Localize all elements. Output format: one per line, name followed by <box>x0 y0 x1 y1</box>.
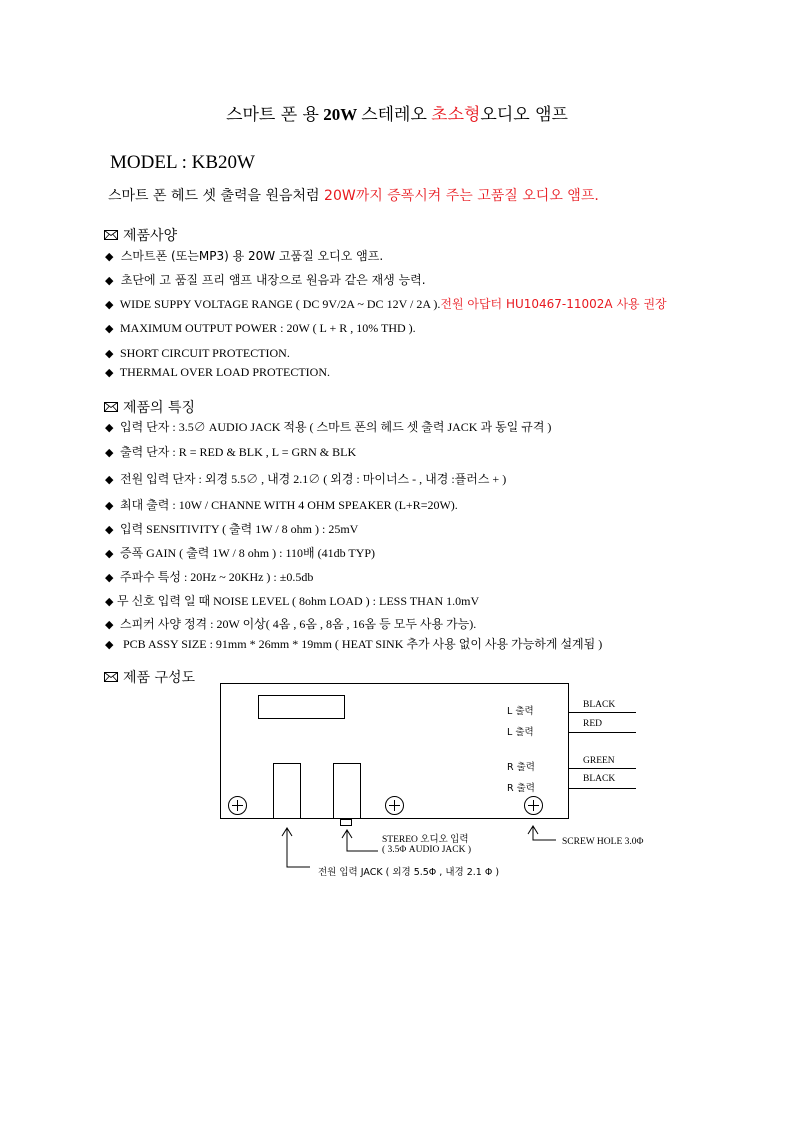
screw-hole-leader <box>533 826 556 840</box>
title-suffix: 오디오 앰프 <box>480 105 568 125</box>
feature-item: ◆ 전원 입력 단자 : 외경 5.5∅ , 내경 2.1∅ ( 외경 : 마이너스 - , 내경 :플러스 + ) <box>105 472 507 486</box>
spec-item: ◆ SHORT CIRCUIT PROTECTION. <box>105 346 290 360</box>
spec-heading-label: 제품사양 <box>123 228 178 244</box>
feature-heading-label: 제품의 특징 <box>123 400 196 416</box>
diamond-bullet-icon: ◆ <box>105 548 114 560</box>
wire-color-label: RED <box>583 719 602 729</box>
spec-item: ◆ MAXIMUM OUTPUT POWER : 20W ( L + R , 10% THD ). <box>105 321 416 335</box>
description-highlight: 20W까지 증폭시켜 주는 고품질 오디오 앰프. <box>324 188 599 204</box>
diamond-bullet-icon: ◆ <box>105 367 114 379</box>
wire-color-label: BLACK <box>583 700 616 710</box>
diamond-bullet-icon: ◆ <box>105 447 114 459</box>
feature-item: ◆ 증폭 GAIN ( 출력 1W / 8 ohm ) : 110배 (41db TYP) <box>105 546 376 560</box>
diagram-heading-label: 제품 구성도 <box>123 670 196 686</box>
feature-item: ◆ 입력 SENSITIVITY ( 출력 1W / 8 ohm ) : 25mV <box>105 522 359 536</box>
wire-color-label: GREEN <box>583 756 615 766</box>
diamond-bullet-icon: ◆ <box>105 348 114 360</box>
diamond-bullet-icon: ◆ <box>105 572 114 584</box>
stereo-input-sublabel: ( 3.5Φ AUDIO JACK ) <box>382 845 472 855</box>
feature-item: ◆ 입력 단자 : 3.5∅ AUDIO JACK 적용 ( 스마트 폰의 헤드 셋 출력 JACK 과 동일 규격 ) <box>105 420 552 434</box>
title-mid: 스테레오 <box>361 105 427 125</box>
description-prefix: 스마트 폰 헤드 셋 출력을 원음처럼 <box>108 188 320 204</box>
diamond-bullet-icon: ◆ <box>105 274 114 287</box>
output-label: R 출력 <box>507 783 535 794</box>
spec-item: ◆ 스마트폰 (또는MP3) 용 20W 고품질 오디오 앰프. <box>105 249 384 263</box>
diamond-bullet-icon: ◆ <box>105 474 114 486</box>
feature-item: ◆ 출력 단자 : R = RED & BLK , L = GRN & BLK <box>105 445 357 459</box>
audio-jack-leader <box>347 830 378 851</box>
diamond-bullet-icon: ◆ <box>105 596 114 608</box>
feature-item: ◆ 최대 출력 : 10W / CHANNE WITH 4 OHM SPEAKER (L+R=20W). <box>105 498 458 512</box>
feature-item: ◆ PCB ASSY SIZE : 91mm * 26mm * 19mm ( HEAT SINK 추가 사용 없이 사용 가능하게 설계됨 ) <box>105 637 603 651</box>
diamond-bullet-icon: ◆ <box>105 619 114 631</box>
output-label: R 출력 <box>507 762 535 773</box>
diamond-bullet-icon: ◆ <box>105 639 114 651</box>
title-prefix: 스마트 폰 용 <box>226 105 319 125</box>
feature-item: ◆ 주파수 특성 : 20Hz ~ 20KHz ) : ±0.5db <box>105 570 314 584</box>
title-power: 20W <box>323 105 357 124</box>
diamond-bullet-icon: ◆ <box>105 299 114 311</box>
diamond-bullet-icon: ◆ <box>105 250 114 263</box>
diamond-bullet-icon: ◆ <box>105 323 114 335</box>
screw-hole-label: SCREW HOLE 3.0Φ <box>562 837 644 847</box>
title-highlight: 초소형 <box>431 105 481 125</box>
spec-item: ◆ 초단에 고 품질 프리 앰프 내장으로 원음과 같은 재생 능력. <box>105 273 426 287</box>
wire-color-label: BLACK <box>583 774 616 784</box>
spec-item: ◆ WIDE SUPPY VOLTAGE RANGE ( DC 9V/2A ~ DC 12V / 2A ).전원 아답터 HU10467-11002A 사용 권장 <box>105 297 667 311</box>
feature-item: ◆ 무 신호 입력 일 때 NOISE LEVEL ( 8ohm LOAD ) : LESS THAN 1.0mV <box>105 594 480 608</box>
adapter-note: 전원 아답터 HU10467-11002A 사용 권장 <box>440 297 667 311</box>
spec-item: ◆ THERMAL OVER LOAD PROTECTION. <box>105 365 331 379</box>
diamond-bullet-icon: ◆ <box>105 422 114 434</box>
stereo-input-label: STEREO 오디오 입력 <box>382 835 469 845</box>
output-label: L 출력 <box>507 706 534 717</box>
power-jack-label: 전원 입력 JACK ( 외경 5.5Φ , 내경 2.1 Φ ) <box>318 867 500 878</box>
model-number: MODEL : KB20W <box>110 152 255 173</box>
feature-item: ◆ 스피커 사양 정격 : 20W 이상( 4옴 , 6옴 , 8옴 , 16옴 등 모두 사용 가능). <box>105 617 477 631</box>
diamond-bullet-icon: ◆ <box>105 524 114 536</box>
output-label: L 출력 <box>507 727 534 738</box>
diamond-bullet-icon: ◆ <box>105 500 114 512</box>
